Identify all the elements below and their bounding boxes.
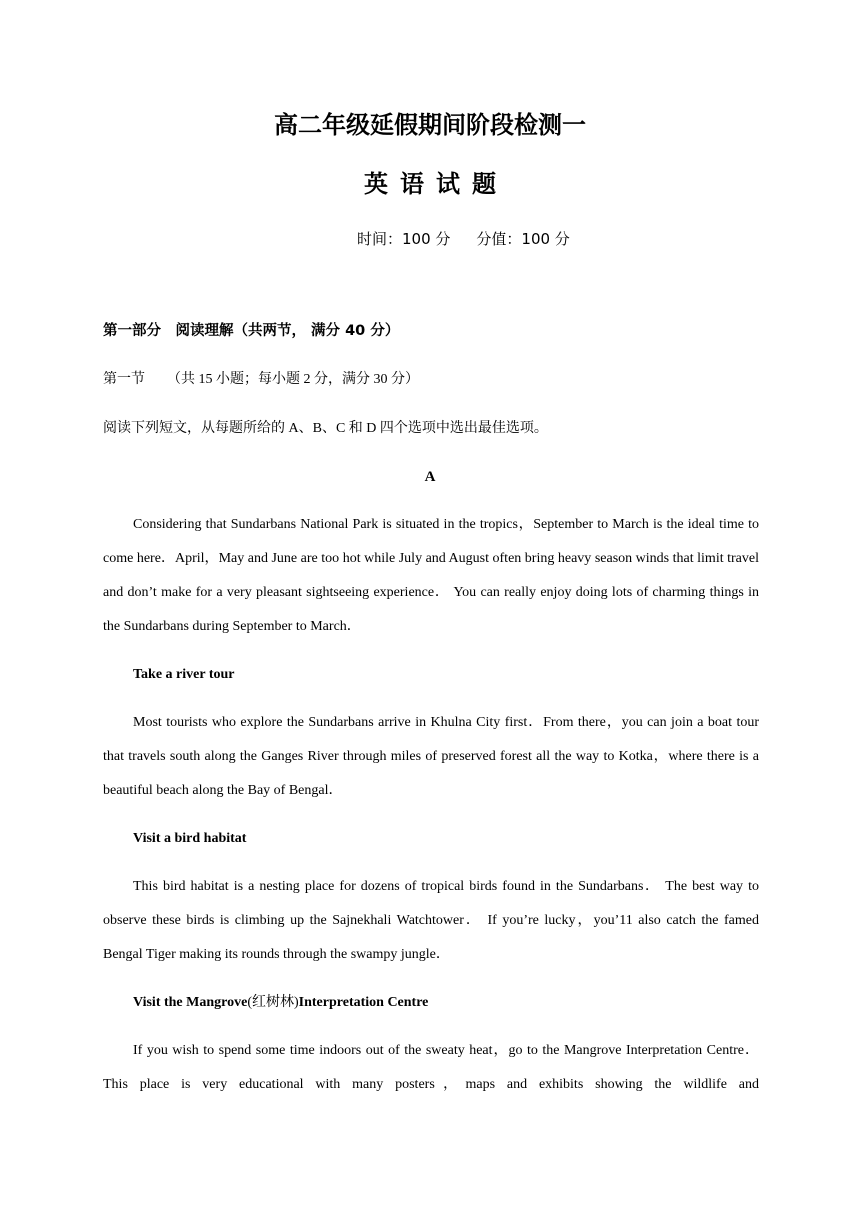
part-heading: 第一部分 阅读理解（共两节， 满分 40 分） (103, 323, 400, 339)
instruction: 阅读下列短文，从每题所给的 A、B、C 和 D 四个选项中选出最佳选项。 (103, 421, 548, 436)
passage-intro: Considering that Sundarbans National Park is situated in the tropics，September to March is the ideal time to come here．April，May and June are too hot while July and August often bring heavy season winds that limit travel and don’t make for a very pleasant sightseeing experience． You can really enjoy doing lots of charming things in the Sundarbans during September to March． (103, 517, 759, 634)
mangrove-heading-chinese: (红树林) (247, 995, 299, 1010)
section-detail: （共 15 小题；每小题 2 分，满分 30 分） (167, 372, 419, 387)
exam-title: 高二年级延假期间阶段检测一 (274, 111, 586, 139)
mangrove-heading-start: Visit the Mangrove (133, 995, 248, 1010)
section-info (103, 370, 419, 390)
section-heading-bird-habitat: Visit a bird habitat (133, 831, 247, 846)
section-label: 第一节 (103, 372, 145, 387)
exam-meta (357, 228, 570, 250)
section-text-bird-habitat: This bird habitat is a nesting place for dozens of tropical birds found in the Sundarbans． The best way to observe these birds is climbing up the Sajnekhali Watchtower． If you’re lucky，you’11 also catch the famed Bengal Tiger making its rounds through the swampy jungle． (103, 879, 759, 962)
mangrove-heading-end: Interpretation Centre (298, 995, 429, 1010)
exam-subtitle: 英语试题 (364, 170, 508, 198)
section-heading-river-tour: Take a river tour (133, 667, 235, 682)
section-text-mangrove: If you wish to spend some time indoors out of the sweaty heat，go to the Mangrove Interpretation Centre．This place is very educational with many posters，maps and exhibits showing the wildlife and (103, 1043, 759, 1092)
section-heading-mangrove (133, 993, 428, 1013)
exam-score: 分值：100 分 (476, 230, 570, 248)
passage-letter: A (424, 469, 436, 485)
exam-time: 时间：100 分 (357, 230, 451, 248)
section-text-river-tour: Most tourists who explore the Sundarbans arrive in Khulna City first．From there，you can join a boat tour that travels south along the Ganges River through miles of preserved forest all the way to Kotka，where there is a beautiful beach along the Bay of Bengal． (103, 715, 759, 798)
